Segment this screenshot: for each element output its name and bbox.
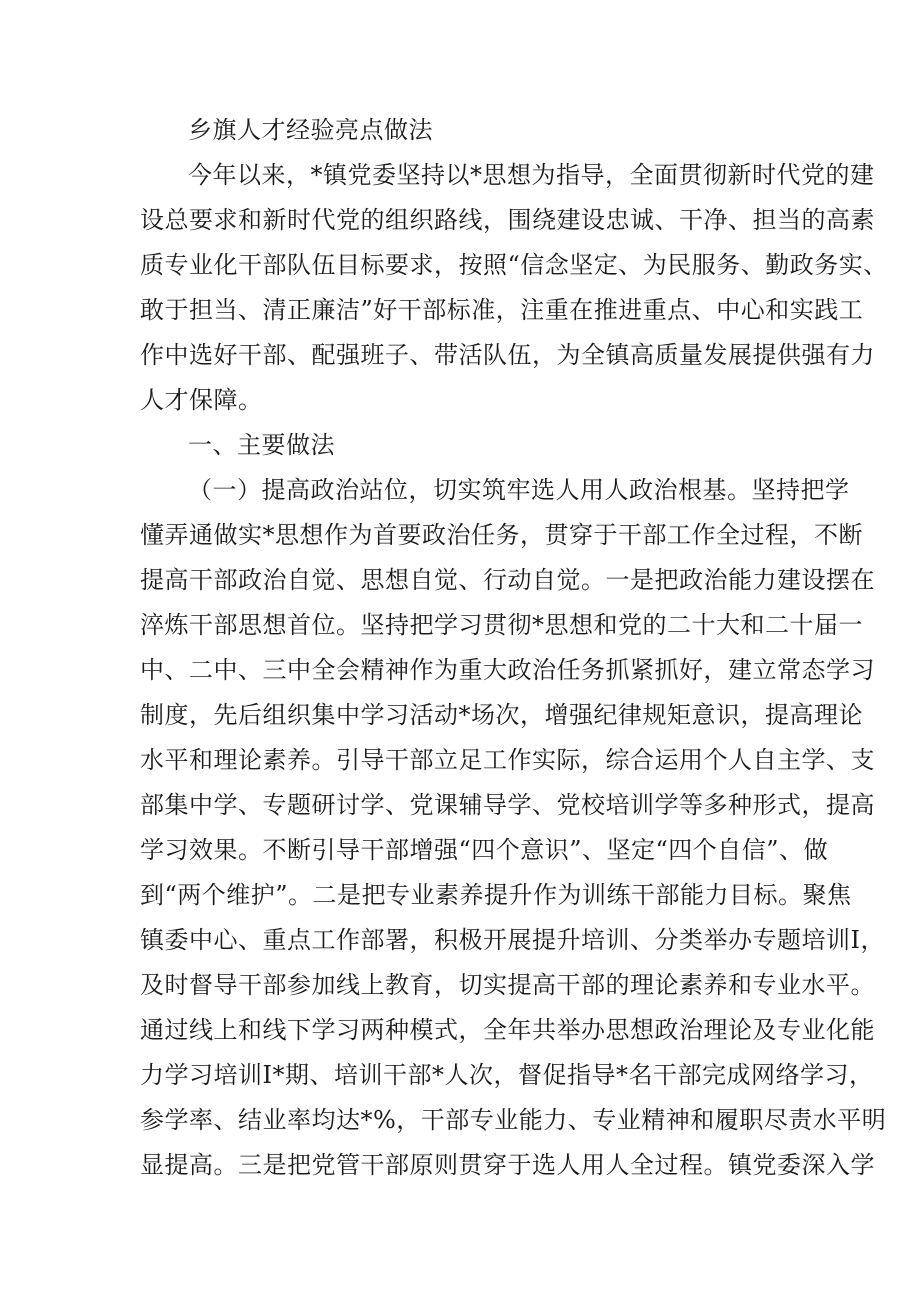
subsection-line-4: 淬炼干部思想首位。坚持把学习贯彻*思想和党的二十大和二十届一 [140,611,863,639]
intro-line-3: 质专业化干部队伍目标要求，按照“信念坚定、为民服务、勤政务实、 [140,251,888,279]
subsection-line-11: 镇委中心、重点工作部署，积极开展提升培训、分类举办专题培训I， [140,926,885,954]
subsection-line-3: 提高干部政治自觉、思想自觉、行动自觉。一是把政治能力建设摆在 [140,566,875,594]
subsection-line-12: 及时督导干部参加线上教育，切实提高干部的理论素养和专业水平。 [140,971,875,999]
intro-line-1: 今年以来，*镇党委坚持以*思想为指导，全面贯彻新时代党的建 [188,161,875,189]
intro-line-6: 人才保障。 [140,386,263,414]
subsection-line-15: 参学率、结业率均达*%，干部专业能力、专业精神和履职尽责水平明 [140,1106,887,1134]
subsection-line-16: 显提高。三是把党管干部原则贯穿于选人用人全过程。镇党委深入学 [140,1151,875,1179]
intro-line-5: 作中选好干部、配强班子、带活队伍，为全镇高质量发展提供强有力 [140,341,875,369]
subsection-line-14: 力学习培训I*期、培训干部*人次，督促指导*名干部完成网络学习， [140,1061,874,1089]
subsection-line-9: 学习效果。不断引导干部增强“四个意识”、坚定“四个自信”、做 [140,836,829,864]
subsection-line-2: 懂弄通做实*思想作为首要政治任务，贯穿于干部工作全过程，不断 [140,521,863,549]
intro-line-2: 设总要求和新时代党的组织路线，围绕建设忠诚、干净、担当的高素 [140,206,875,234]
subsection-line-10: 到“两个维护”。二是把专业素养提升作为训练干部能力目标。聚焦 [140,881,852,909]
subsection-line-5: 中、二中、三中全会精神作为重大政治任务抓紧抓好，建立常态学习 [140,656,875,684]
subsection-line-7: 水平和理论素养。引导干部立足工作实际，综合运用个人自主学、支 [140,746,875,774]
section-heading: 一、主要做法 [188,431,335,459]
subsection-line-13: 通过线上和线下学习两种模式，全年共举办思想政治理论及专业化能 [140,1016,875,1044]
subsection-line-8: 部集中学、专题研讨学、党课辅导学、党校培训学等多种形式，提高 [140,791,875,819]
subsection-line-1: （一）提高政治站位，切实筑牢选人用人政治根基。坚持把学 [188,476,850,504]
subsection-line-6: 制度，先后组织集中学习活动*场次，增强纪律规矩意识，提高理论 [140,701,863,729]
document-title: 乡旗人才经验亮点做法 [188,116,433,144]
intro-line-4: 敢于担当、清正廉洁”好干部标准，注重在推进重点、中心和实践工 [140,296,864,324]
